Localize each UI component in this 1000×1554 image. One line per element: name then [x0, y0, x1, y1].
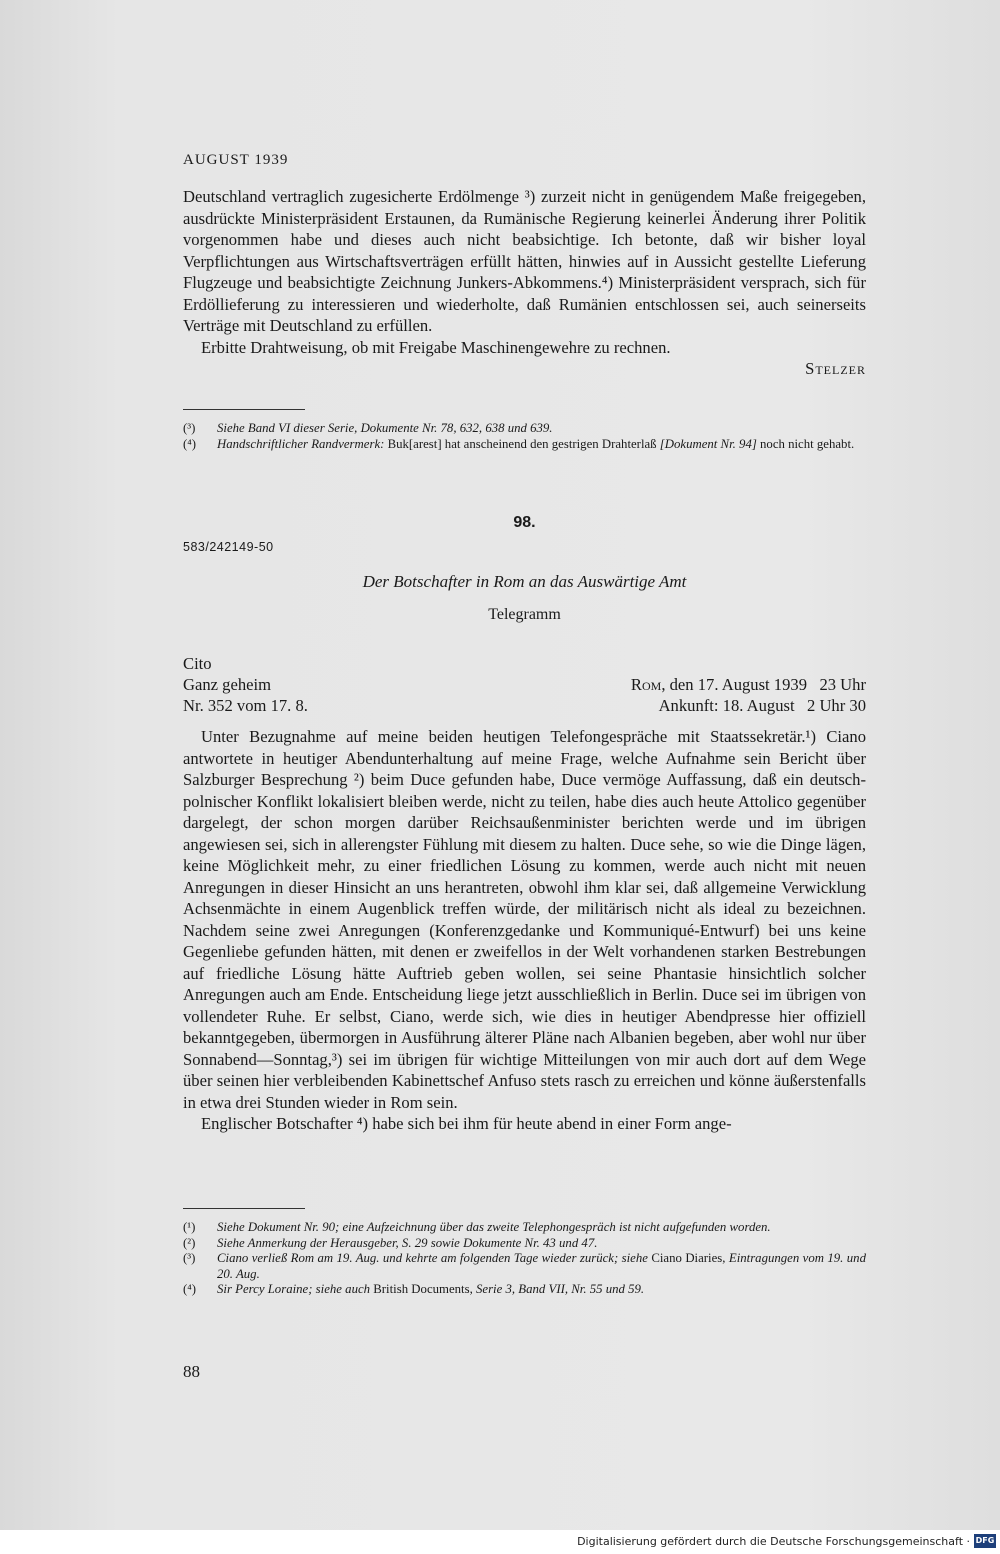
- signature: Stelzer: [805, 359, 866, 378]
- footnote-mark: (²): [183, 1235, 196, 1250]
- footnote-mark: (³): [183, 421, 196, 435]
- sent-date: den 17. August 1939 23 Uhr: [665, 675, 866, 694]
- credit-bar: [0, 1530, 1000, 1554]
- funding-credit: Digitalisierung gefördert durch die Deutsche Forschungsgemeinschaft ·: [577, 1535, 970, 1548]
- footnote: [183, 437, 866, 453]
- footnote-text: Siehe Dokument Nr. 90; eine Aufzeichnung über das zweite Telephongespräch ist nicht aufgefunden worden.: [217, 1220, 771, 1234]
- running-head: AUGUST 1939: [183, 152, 289, 168]
- footnotes-bottom: [183, 1220, 866, 1298]
- arrival-line: Ankunft: 18. August 2 Uhr 30: [658, 696, 866, 715]
- footnote-mark: (³): [183, 1251, 196, 1265]
- continuation-paragraph: Erbitte Drahtweisung, ob mit Freigabe Maschinengewehre zu rechnen.: [201, 337, 671, 357]
- footnote: [183, 1282, 866, 1298]
- footnote: [183, 1236, 866, 1252]
- telegram-header: [183, 653, 866, 716]
- footnotes-top: [183, 421, 866, 452]
- dfg-logo: DFG: [974, 1534, 996, 1548]
- place: Rom,: [630, 675, 666, 694]
- telegram-number: Nr. 352 vom 17. 8.: [183, 696, 308, 715]
- footnote-mark: (¹): [183, 1220, 196, 1234]
- footnote: [183, 1251, 866, 1282]
- footnote-text: Handschriftlicher Randvermerk: Buk[arest] hat anscheinend den gestrigen Drahterlaß [Dokument Nr. 94] noch nicht gehabt.: [217, 436, 855, 451]
- continuation-paragraph: Deutschland vertraglich zugesicherte Erdölmenge ³) zurzeit nicht in genügendem Maße freigegeben, ausdrückte Ministerpräsident Erstaunen, da Rumänische Regierung keinerlei Änderung ihrer Politik vorgenommen habe und dieses auch nicht beabsichtige. Ich betonte, daß wir bisher loyal Verpflichtungen aus Wirtschaftsverträgen erfüllt hätten, hinwies auf in Aussicht gestellte Lieferung Flugzeuge und beabsichtigte Zeichnung Junkers-Abkommens.⁴) Ministerpräsident versprach, sich für Erdöllieferung zu interessieren und wiederholte, daß Rumänien entschlossen sei, auch seinerseits Verträge mit Deutschland zu erfüllen.: [183, 187, 866, 335]
- document-title: Der Botschafter in Rom an das Auswärtige Amt: [362, 572, 687, 591]
- footnote-text: Siehe Band VI dieser Serie, Dokumente Nr. 78, 632, 638 und 639.: [217, 421, 553, 435]
- document-type: Telegramm: [488, 606, 561, 623]
- footnote-text: Ciano verließ Rom am 19. Aug. und kehrte am folgenden Tage wieder zurück; siehe Ciano Diaries, Eintragungen vom 19. und 20. Aug.: [217, 1251, 866, 1281]
- page-number: 88: [183, 1362, 200, 1381]
- continuation-text: [183, 186, 866, 380]
- footnote-rule: [183, 409, 305, 410]
- priority: Cito: [183, 654, 212, 673]
- footnote-text: Sir Percy Loraine; siehe auch British Documents, Serie 3, Band VII, Nr. 55 und 59.: [217, 1282, 645, 1296]
- footnote-rule: [183, 1208, 305, 1209]
- film-reference: 583/242149-50: [183, 540, 274, 554]
- footnote-text: Siehe Anmerkung der Herausgeber, S. 29 sowie Dokumente Nr. 43 und 47.: [217, 1235, 598, 1250]
- document-number: 98.: [513, 514, 536, 531]
- body-paragraph: Unter Bezugnahme auf meine beiden heutigen Telefongespräche mit Staatssekretär.¹) Ciano antwortete in heutiger Abendunterhaltung auf meine Frage, welche Aufnahme sein Bericht über Salzburger Besprechung ²) beim Duce gefunden habe, Duce vermöge Auffassung, daß ein deutsch-polnischer Konflikt lokalisiert bleiben werde, nicht zu teilen, habe dies auch heute Attolico gegenüber dargelegt, der schon morgen darüber Reichsaußenminister berichten werde und im übrigen angewiesen sei, sich in allerengster Fühlung mit diesem zu halten. Duce sehe, so wie die Dinge lägen, keine Möglichkeit mehr, zu einer friedlichen Lösung zu kommen, werde auch nicht mit neuen Anregungen in dieser Hinsicht an uns herantreten, obwohl ihm klar sei, daß allgemeine Verwicklung Achsenmächte in einem Augenblick treffen würde, der militärisch nicht als ideal zu bezeichnen. Nachdem seine zwei Anregungen (Konferenzgedanke und Kommuniqué-Entwurf) bei uns keine Gegenliebe gefunden hätten, mit denen er zweifellos in der Welt vorhandenen starken Bestrebungen auf friedliche Lösung hätte Auftrieb geben wollen, sei seine Phantasie hinsichtlich solcher Anregungen auch am Ende. Entscheidung liege jetzt ausschließlich in Berlin. Duce sei im übrigen von vollendeter Ruhe. Er selbst, Ciano, werde sich, wie dies in heutiger Abendpresse hier offiziell bekanntgegeben, übermorgen in Ausführung älterer Pläne nach Albanien begeben, aber wohl nur über Sonnabend—Sonntag,³) sei im übrigen für wichtige Mitteilungen von mir auch dort auf dem Wege über seinen hier verbleibenden Kabinettschef Anfuso stets rasch zu erreichen und könne äußerstenfalls in etwa drei Stunden wieder in Rom sein.: [183, 727, 866, 1112]
- footnote-mark: (⁴): [183, 1282, 196, 1296]
- footnote: [183, 1220, 866, 1236]
- classification: Ganz geheim: [183, 675, 272, 694]
- body-paragraph: Englischer Botschafter ⁴) habe sich bei ihm für heute abend in einer Form ange-: [201, 1114, 732, 1133]
- main-text: [183, 726, 866, 1135]
- footnote: [183, 421, 866, 437]
- sent-line: [631, 674, 866, 695]
- footnote-mark: (⁴): [183, 436, 196, 451]
